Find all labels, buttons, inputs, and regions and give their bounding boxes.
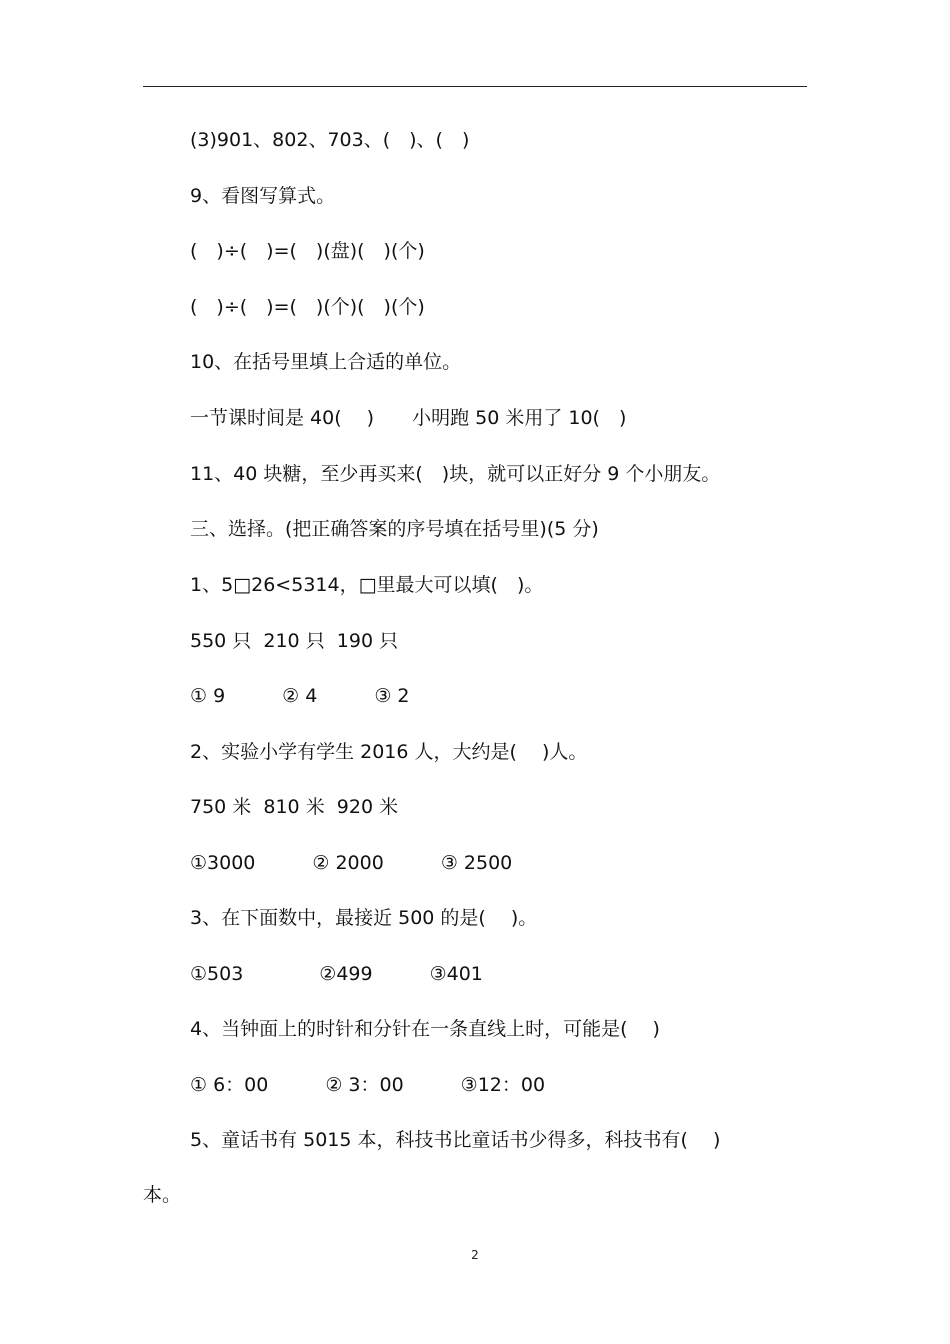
choice-4-options: ① 6：00 ② 3：00 ③12：00	[190, 1074, 546, 1096]
section-3-heading: 三、选择。(把正确答案的序号填在括号里)(5 分)	[190, 518, 599, 540]
unit-fill-line: 一节课时间是 40( ) 小明跑 50 米用了 10( )	[190, 407, 627, 429]
header-rule	[143, 86, 807, 87]
question-10-heading: 10、在括号里填上合适的单位。	[190, 351, 462, 373]
choice-1-options: ① 9 ② 4 ③ 2	[190, 685, 410, 707]
choice-question-1: 1、5□26<5314，□里最大可以填( )。	[190, 574, 544, 596]
sequence-question-line: (3)901、802、703、( )、( )	[190, 129, 470, 151]
page-number: 2	[471, 1248, 479, 1262]
choice-1-extra-line: 550 只 210 只 190 只	[190, 630, 399, 652]
choice-2-options: ①3000 ② 2000 ③ 2500	[190, 852, 513, 874]
equation-line-items: ( )÷( )=( )(个)( )(个)	[190, 296, 425, 318]
question-9-heading: 9、看图写算式。	[190, 185, 336, 207]
choice-2-extra-line: 750 米 810 米 920 米	[190, 796, 399, 818]
choice-question-4: 4、当钟面上的时针和分针在一条直线上时，可能是( )	[190, 1018, 660, 1040]
equation-line-plates: ( )÷( )=( )(盘)( )(个)	[190, 240, 425, 262]
choice-question-5-continuation: 本。	[143, 1184, 182, 1206]
choice-question-5: 5、童话书有 5015 本，科技书比童话书少得多，科技书有( )	[190, 1129, 721, 1151]
choice-question-3: 3、在下面数中，最接近 500 的是( )。	[190, 907, 538, 929]
choice-question-2: 2、实验小学有学生 2016 人，大约是( )人。	[190, 741, 588, 763]
question-11-line: 11、40 块糖，至少再买来( )块，就可以正好分 9 个小朋友。	[190, 463, 721, 485]
choice-3-options: ①503 ②499 ③401	[190, 963, 483, 985]
